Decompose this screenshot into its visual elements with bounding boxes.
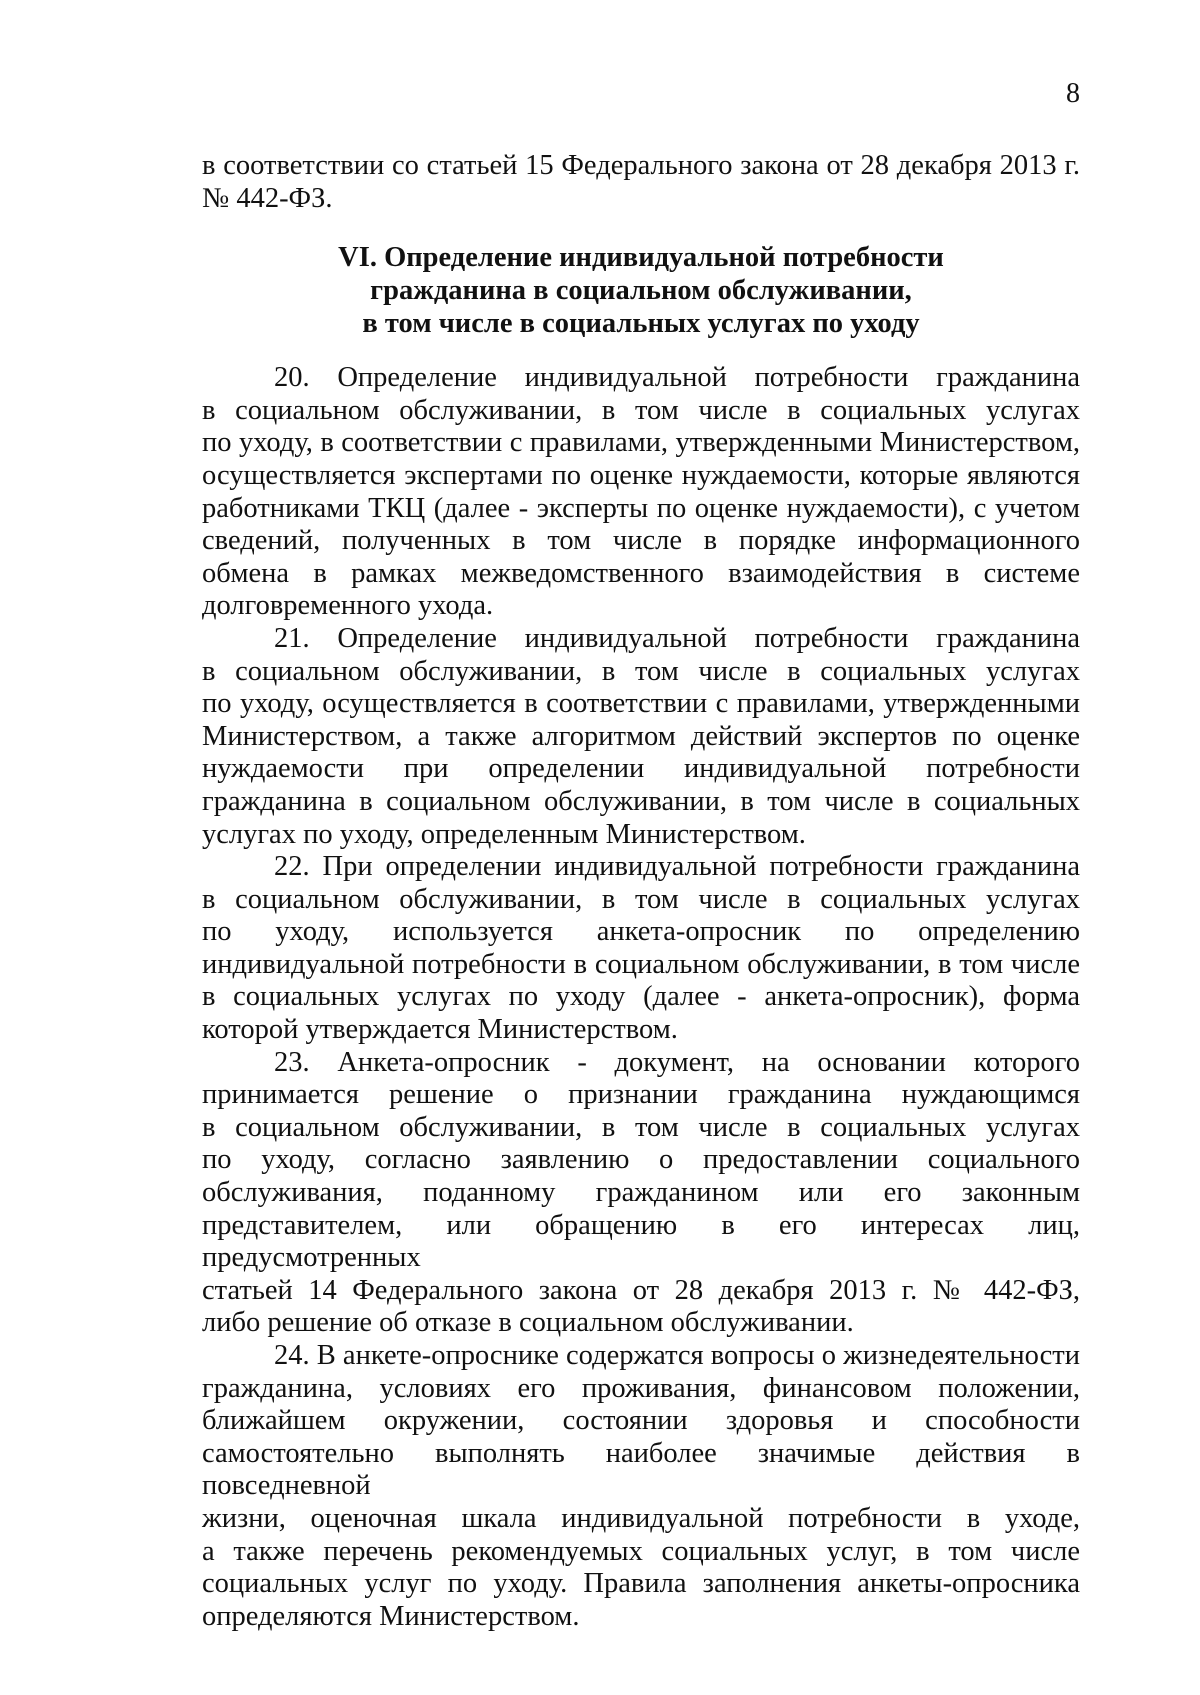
text-line: в социальных услугах по уходу (далее - анкета-опросник), форма <box>202 981 1080 1013</box>
heading-line: гражданина в социальном обслуживании, <box>370 275 912 307</box>
text-line: 20. Определение индивидуальной потребности гражданина <box>274 362 1080 394</box>
text-line: гражданина, условиях его проживания, финансовом положении, <box>202 1372 1080 1404</box>
text-line: 21. Определение индивидуальной потребности гражданина <box>274 622 1080 654</box>
paragraph-23 <box>202 1047 1080 1340</box>
text-line: которой утверждается Министерством. <box>202 1014 678 1046</box>
text-line: а также перечень рекомендуемых социальных услуг, в том числе <box>202 1535 1080 1567</box>
paragraph-21 <box>202 623 1080 851</box>
text-line: обмена в рамках межведомственного взаимодействия в системе <box>202 557 1080 589</box>
intro-paragraph <box>202 150 1080 215</box>
text-line: по уходу, используется анкета-опросник по определению <box>202 916 1080 948</box>
text-line: по уходу, осуществляется в соответствии с правилами, утвержденными <box>202 688 1080 720</box>
paragraph-22 <box>202 851 1080 1047</box>
text-line: сведений, полученных в том числе в порядке информационного <box>202 525 1080 557</box>
text-line: в соответствии со статьей 15 Федерального закона от 28 декабря 2013 г. <box>202 150 1080 181</box>
page-number: 8 <box>1066 78 1080 109</box>
text-line: самостоятельно выполнять наиболее значимые действия в повседневной <box>202 1437 1080 1502</box>
text-line: осуществляется экспертами по оценке нуждаемости, которые являются <box>202 459 1080 491</box>
text-line: принимается решение о признании гражданина нуждающимся <box>202 1079 1080 1111</box>
text-line: по уходу, в соответствии с правилами, утвержденными Министерством, <box>202 427 1080 459</box>
text-line: в социальном обслуживании, в том числе в социальных услугах <box>202 655 1080 687</box>
text-line: № 442-ФЗ. <box>202 182 333 214</box>
text-line: социальных услуг по уходу. Правила заполнения анкеты-опросника <box>202 1568 1080 1600</box>
heading-line: VI. Определение индивидуальной потребности <box>338 242 944 274</box>
text-line: индивидуальной потребности в социальном обслуживании, в том числе <box>202 948 1080 980</box>
text-line: услугах по уходу, определенным Министерством. <box>202 818 806 850</box>
text-line: гражданина в социальном обслуживании, в том числе в социальных <box>202 785 1080 817</box>
text-line: нуждаемости при определении индивидуальной потребности <box>202 753 1080 785</box>
text-line: статьей 14 Федерального закона от 28 декабря 2013 г. № 442-ФЗ, <box>202 1274 1080 1306</box>
text-line: по уходу, согласно заявлению о предоставлении социального <box>202 1144 1080 1176</box>
paragraph-24 <box>202 1340 1080 1633</box>
text-line: долговременного ухода. <box>202 590 494 622</box>
text-line: 24. В анкете-опроснике содержатся вопросы о жизнедеятельности <box>274 1340 1080 1371</box>
text-line: жизни, оценочная шкала индивидуальной потребности в уходе, <box>202 1502 1080 1534</box>
text-line: 22. При определении индивидуальной потребности гражданина <box>274 851 1080 883</box>
text-line: работниками ТКЦ (далее - эксперты по оценке нуждаемости), с учетом <box>202 492 1080 524</box>
text-line: 23. Анкета-опросник - документ, на основании которого <box>274 1046 1080 1078</box>
section-heading <box>202 241 1080 340</box>
text-line: определяются Министерством. <box>202 1600 580 1632</box>
heading-line: в том числе в социальных услугах по уходу <box>362 308 920 340</box>
text-line: обслуживания, поданному гражданином или его законным <box>202 1177 1080 1209</box>
text-line: в социальном обслуживании, в том числе в социальных услугах <box>202 394 1080 426</box>
text-line: либо решение об отказе в социальном обслуживании. <box>202 1307 854 1339</box>
text-line: представителем, или обращению в его интересах лиц, предусмотренных <box>202 1209 1080 1274</box>
document-body <box>202 150 1080 1633</box>
paragraph-20 <box>202 362 1080 623</box>
text-line: в социальном обслуживании, в том числе в социальных услугах <box>202 1111 1080 1143</box>
text-line: ближайшем окружении, состоянии здоровья и способности <box>202 1405 1080 1437</box>
text-line: Министерством, а также алгоритмом действий экспертов по оценке <box>202 720 1080 752</box>
text-line: в социальном обслуживании, в том числе в социальных услугах <box>202 883 1080 915</box>
